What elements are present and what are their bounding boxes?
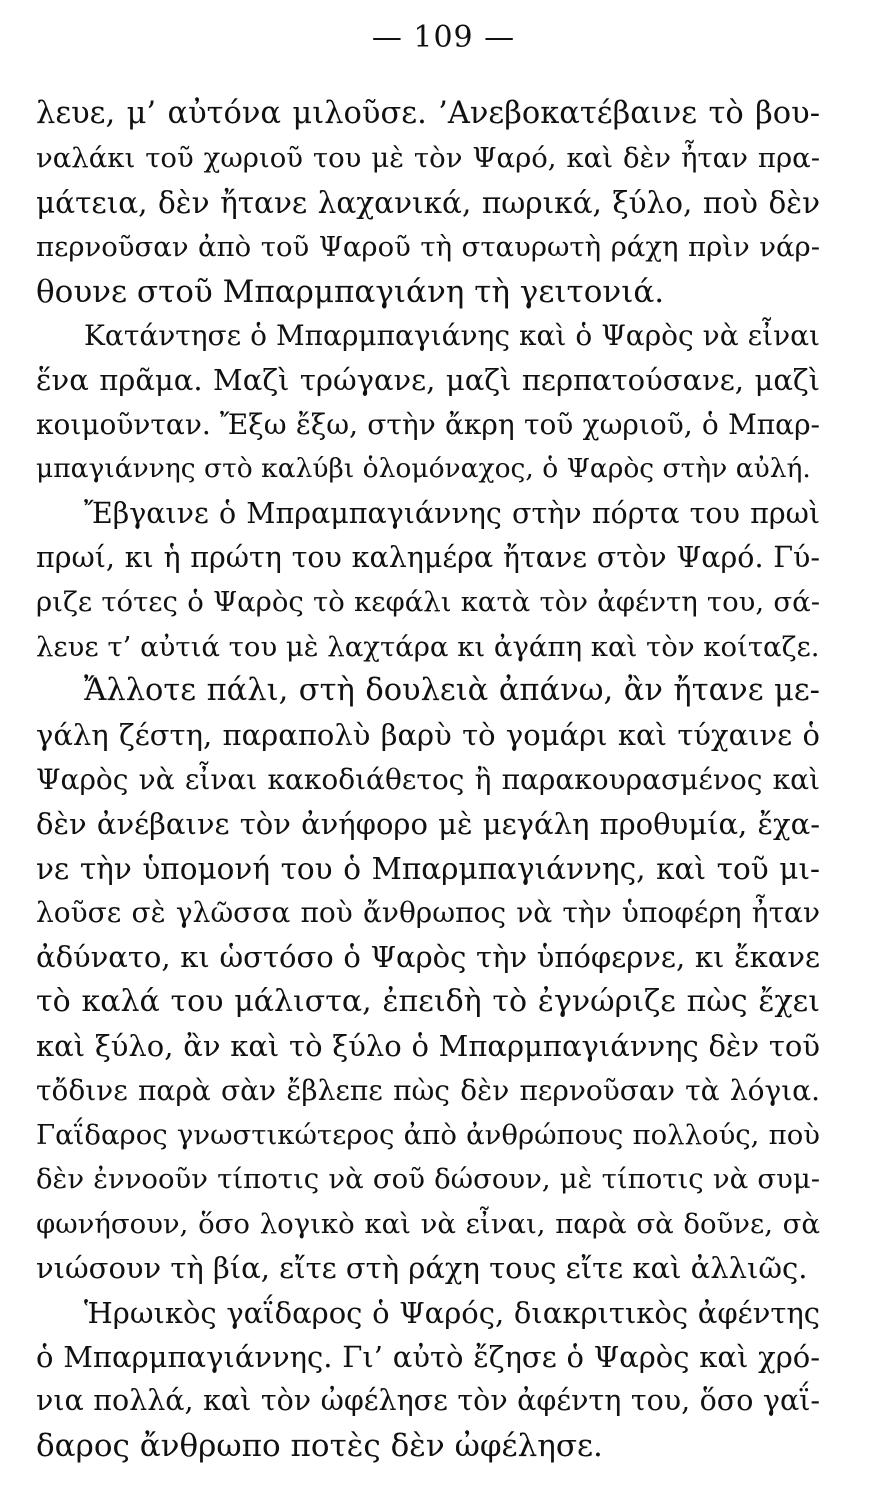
text-line: δὲν ἀνέβαινε τὸν ἀνήφορο μὲ μεγάλη προθυμία, ἔχα- bbox=[36, 807, 820, 842]
text-line: ναλάκι τοῦ χωριοῦ του μὲ τὸν Ψαρό, καὶ δὲν ἦταν πρα- bbox=[36, 142, 820, 175]
text-line: ὁ Μπαρμπαγιάννης. Γι’ αὐτὸ ἔζησε ὁ Ψαρὸς καὶ χρό- bbox=[36, 1339, 820, 1374]
text-line: Κατάντησε ὁ Μπαρμπαγιάνης καὶ ὁ Ψαρὸς νὰ εἶναι bbox=[84, 318, 820, 352]
paragraph bbox=[36, 314, 820, 492]
text-line: ἕνα πρᾶμα. Μαζὶ τρώγανε, μαζὶ περπατούσανε, μαζὶ bbox=[36, 363, 820, 398]
text-line: Ἄλλοτε πάλι, στὴ δουλειὰ ἀπάνω, ἂν ἤτανε με- bbox=[84, 673, 820, 709]
text-line: Γαΐδαρος γνωστικώτερος ἀπὸ ἀνθρώπους πολλούς, ποὺ bbox=[36, 1118, 820, 1151]
paragraph bbox=[36, 669, 820, 1290]
text-line: νια πολλά, καὶ τὸν ὠφέλησε τὸν ἀφέντη του, ὅσο γαΐ- bbox=[36, 1384, 820, 1418]
text-line: τὸ καλά του μάλιστα, ἐπειδὴ τὸ ἐγνώριζε πὼς ἔχει bbox=[36, 983, 820, 1019]
text-line: μπαγιάννης στὸ καλύβι ὁλομόναχος, ὁ Ψαρὸς στὴν αὐλή. bbox=[36, 453, 811, 485]
paragraph bbox=[36, 92, 820, 314]
text-line: μάτεια, δὲν ἤτανε λαχανικά, πωρικά, ξύλο, ποὺ δὲν bbox=[36, 185, 820, 220]
text-line: λοῦσε σὲ γλῶσσα ποὺ ἄνθρωπος νὰ τὴν ὑποφέρη ἦταν bbox=[36, 896, 820, 930]
text-line: νιώσουν τὴ βία, εἴτε στὴ ράχη τους εἴτε καὶ ἀλλιῶς. bbox=[36, 1251, 808, 1286]
text-line: νε τὴν ὑπομονή του ὁ Μπαρμπαγιάννης, καὶ τοῦ μι- bbox=[36, 851, 820, 886]
text-line: ἀδύνατο, κι ὡστόσο ὁ Ψαρὸς τὴν ὑπόφερνε, κι ἔκανε bbox=[36, 940, 820, 975]
text-line: πρωί, κι ἡ πρώτη του καλημέρα ἤτανε στὸν Ψαρό. Γύ- bbox=[36, 540, 820, 574]
page-number: — 109 — bbox=[371, 20, 516, 55]
text-line: Ἡρωικὸς γαΐδαρος ὁ Ψαρός, διακριτικὸς ἀφέντης bbox=[84, 1295, 820, 1330]
text-line: Ψαρὸς νὰ εἶναι κακοδιάθετος ἢ παρακουρασμένος καὶ bbox=[36, 762, 820, 796]
text-line: λευε, μ’ αὐτόνα μιλοῦσε. ’Ανεβοκατέβαινε τὸ βου- bbox=[36, 96, 820, 131]
text-line: περνοῦσαν ἀπὸ τοῦ Ψαροῦ τὴ σταυρωτὴ ράχη πρὶν νάρ- bbox=[36, 231, 820, 264]
text-line: θουνε στοῦ Μπαρμπαγιάνη τὴ γειτονιά. bbox=[36, 273, 665, 310]
text-line: κοιμοῦνταν. Ἔξω ἔξω, στὴν ἄκρη τοῦ χωριοῦ, ὁ Μπαρ- bbox=[36, 407, 820, 441]
text-line: ριζε τότες ὁ Ψαρὸς τὸ κεφάλι κατὰ τὸν ἀφέντη του, σά- bbox=[36, 586, 820, 619]
paragraph bbox=[36, 1291, 820, 1469]
text-line: δὲν ἐννοοῦν τίποτις νὰ σοῦ δώσουν, μὲ τίποτις νὰ συμ- bbox=[36, 1163, 820, 1196]
text-line: καὶ ξύλο, ἂν καὶ τὸ ξύλο ὁ Μπαρμπαγιάννης δὲν τοῦ bbox=[36, 1029, 820, 1064]
text-line: φωνήσουν, ὅσο λογικὸ καὶ νὰ εἶναι, παρὰ σὰ δοῦνε, σὰ bbox=[36, 1207, 820, 1240]
text-line: τὄδινε παρὰ σὰν ἔβλεπε πὼς δὲν περνοῦσαν τὰ λόγια. bbox=[36, 1073, 820, 1107]
text-line: Ἔβγαινε ὁ Μπραμπαγιάννης στὴν πόρτα του πρωὶ bbox=[84, 496, 820, 530]
text-line: λευε τ’ αὐτιά του μὲ λαχτάρα κι ἀγάπη καὶ τὸν κοίταζε. bbox=[36, 630, 820, 663]
paragraph bbox=[36, 492, 820, 670]
text-body bbox=[36, 92, 820, 1468]
text-line: γάλη ζέστη, παραπολὺ βαρὺ τὸ γομάρι καὶ τύχαινε ὁ bbox=[36, 718, 820, 753]
text-line: δαρος ἄνθρωπο ποτὲς δὲν ὠφέλησε. bbox=[36, 1427, 603, 1464]
